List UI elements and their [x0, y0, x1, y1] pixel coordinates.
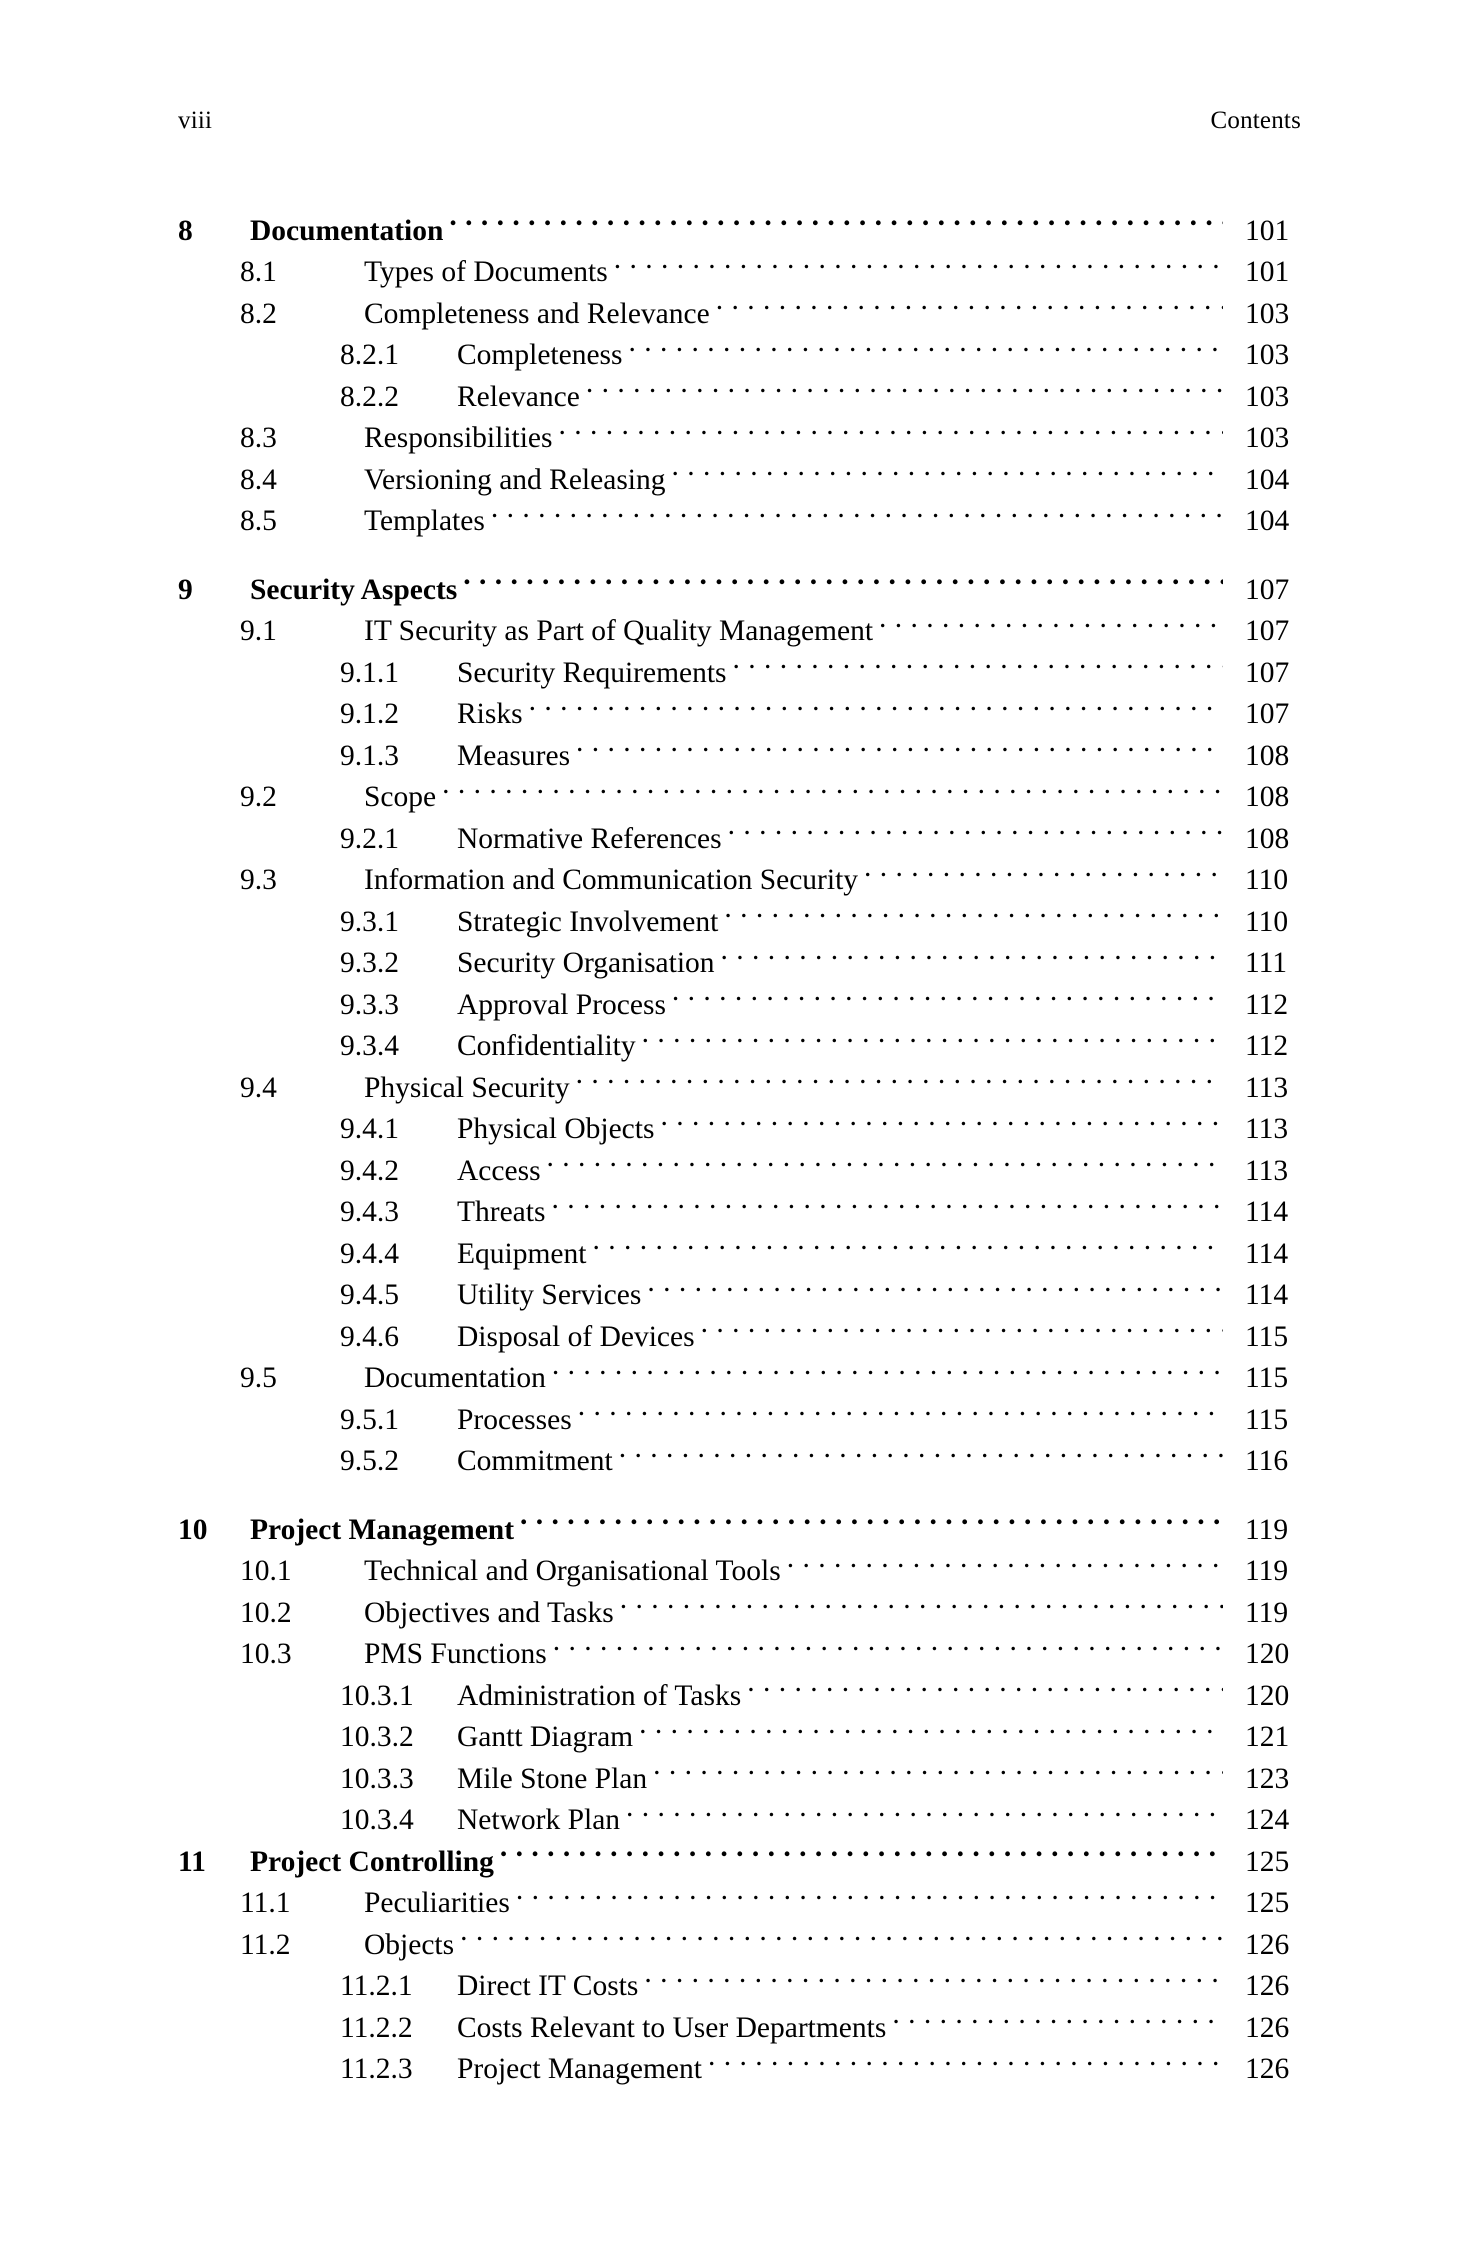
toc-entry-number: 9.3 — [240, 864, 277, 896]
toc-entry-page-number: 119 — [1245, 1513, 1289, 1546]
toc-entry-number: 9.4.6 — [340, 1320, 399, 1353]
toc-entry-page-number: 113 — [1245, 1071, 1289, 1104]
toc-entry-number: 10.3.2 — [340, 1721, 414, 1753]
toc-entry-page-number: 126 — [1245, 2053, 1290, 2085]
toc-entry-number: 10 — [178, 1513, 208, 1546]
toc-entry-number: 11.2.1 — [340, 1970, 413, 2002]
toc-entry-page-number: 119 — [1245, 1596, 1289, 1629]
toc-leader-dots — [747, 1663, 1223, 1705]
toc-entry-page-number: 115 — [1245, 1403, 1289, 1436]
toc-entry-number: 8.2.2 — [340, 380, 399, 413]
toc-entry-page-number: 123 — [1245, 1762, 1290, 1795]
toc-entry-number: 9.4.5 — [340, 1279, 399, 1311]
toc-entry-number: 8.2.1 — [340, 339, 399, 371]
toc-leader-dots — [672, 447, 1224, 489]
toc-entry-page-number: 108 — [1245, 781, 1290, 813]
toc-entry-page-number: 120 — [1245, 1679, 1290, 1712]
toc-entry-title: Risks — [457, 698, 523, 730]
toc-entry-page-number: 111 — [1245, 947, 1288, 979]
toc-entry-number: 9.4 — [240, 1071, 277, 1104]
toc-entry-page-number: 114 — [1245, 1279, 1289, 1311]
toc-entry-number: 9.3.2 — [340, 947, 399, 979]
toc-entry-page-number: 125 — [1245, 1845, 1290, 1878]
toc-entry-title: Security Organisation — [457, 947, 715, 979]
toc-entry-page-number: 107 — [1245, 698, 1290, 730]
toc-entry-title: Project Controlling — [250, 1845, 494, 1878]
toc-entry-number: 9.1.2 — [340, 698, 399, 730]
toc-entry-title: Project Management — [457, 2053, 702, 2085]
toc-entry-title: Completeness — [457, 339, 623, 371]
toc-entry-number: 9 — [178, 573, 193, 606]
page-folio: viii — [178, 107, 213, 134]
toc-entry-page-number: 104 — [1245, 505, 1290, 537]
toc-entry-number: 8.5 — [240, 505, 277, 537]
toc-leader-dots — [576, 1055, 1223, 1097]
toc-entry-number: 9.5 — [240, 1362, 277, 1394]
toc-entry-page-number: 113 — [1245, 1113, 1289, 1145]
toc-leader-dots — [647, 1263, 1223, 1305]
toc-leader-dots — [787, 1539, 1223, 1581]
toc-entry-title: Types of Documents — [364, 256, 608, 288]
toc-entry-title: Scope — [364, 781, 437, 813]
toc-entry-title: Administration of Tasks — [457, 1679, 742, 1712]
toc-leader-dots — [644, 1954, 1223, 1996]
toc-leader-dots — [576, 723, 1223, 765]
toc-leader-dots — [547, 1138, 1223, 1180]
toc-entry-title: Documentation — [364, 1362, 546, 1394]
toc-entry-title: Disposal of Devices — [457, 1320, 695, 1353]
toc-leader-dots — [516, 1871, 1223, 1913]
toc-entry-page-number: 103 — [1245, 422, 1290, 454]
toc-entry-page-number: 103 — [1245, 339, 1290, 371]
toc-entry-number: 10.3 — [240, 1638, 292, 1670]
toc-entry-number: 9.2.1 — [340, 822, 399, 855]
toc-entry-page-number: 112 — [1245, 1030, 1289, 1062]
toc-leader-dots — [460, 1912, 1223, 1954]
toc-entry-number: 9.1.1 — [340, 656, 399, 689]
toc-entry-page-number: 119 — [1245, 1555, 1289, 1587]
toc-entry-page-number: 121 — [1245, 1721, 1290, 1753]
toc-entry-number: 9.3.3 — [340, 988, 399, 1021]
toc-entry-number: 10.3.4 — [340, 1804, 414, 1836]
toc-leader-dots — [586, 364, 1223, 406]
toc-entry-number: 9.4.3 — [340, 1196, 399, 1228]
toc-entry-number: 9.5.1 — [340, 1403, 399, 1436]
toc-entry-page-number: 108 — [1245, 822, 1290, 855]
toc-entry-number: 9.4.2 — [340, 1154, 399, 1187]
toc-entry[interactable] — [178, 198, 1323, 247]
toc-entry-page-number: 104 — [1245, 463, 1290, 496]
toc-entry-title: Normative References — [457, 822, 722, 855]
toc-entry-page-number: 114 — [1245, 1196, 1289, 1228]
toc-entry-page-number: 113 — [1245, 1154, 1289, 1187]
toc-entry-page-number: 116 — [1245, 1445, 1289, 1477]
toc-leader-dots — [614, 240, 1223, 282]
toc-entry-title: Network Plan — [457, 1804, 621, 1836]
toc-leader-dots — [620, 1580, 1223, 1622]
toc-leader-dots — [529, 682, 1223, 724]
toc-leader-dots — [864, 848, 1223, 890]
toc-entry-title: Processes — [457, 1403, 572, 1436]
toc-entry-page-number: 103 — [1245, 297, 1290, 330]
toc-entry-number: 8.2 — [240, 297, 277, 330]
toc-entry-title: Physical Security — [364, 1071, 570, 1104]
toc-leader-dots — [892, 1995, 1223, 2037]
toc-entry-number: 11.2.2 — [340, 2011, 413, 2044]
toc-entry-number: 10.2 — [240, 1596, 292, 1629]
toc-entry-page-number: 115 — [1245, 1362, 1289, 1394]
toc-entry-number: 8.1 — [240, 256, 277, 288]
toc-leader-dots — [642, 1014, 1223, 1056]
toc-entry-title: Completeness and Relevance — [364, 297, 710, 330]
toc-entry-number: 9.1.3 — [340, 739, 399, 772]
toc-entry-title: Information and Communication Security — [364, 864, 859, 896]
toc-leader-dots — [879, 599, 1223, 641]
toc-entry-number: 10.1 — [240, 1555, 292, 1587]
toc-leader-dots — [721, 931, 1223, 973]
toc-entry-title: Access — [457, 1154, 541, 1187]
toc-leader-dots — [552, 1346, 1223, 1388]
toc-entry-title: Versioning and Releasing — [364, 463, 666, 496]
toc-leader-dots — [653, 1746, 1223, 1788]
toc-entry-number: 11 — [178, 1845, 206, 1878]
toc-entry-number: 9.3.1 — [340, 905, 399, 938]
toc-entry[interactable] — [178, 557, 1323, 606]
toc-entry-number: 10.3.1 — [340, 1679, 414, 1712]
toc-entry-number: 8.4 — [240, 463, 277, 496]
toc-leader-dots — [551, 1180, 1223, 1222]
toc-entry-title: Relevance — [457, 380, 580, 413]
toc-entry-title: Gantt Diagram — [457, 1721, 634, 1753]
toc-entry-page-number: 110 — [1245, 864, 1289, 896]
toc-leader-dots — [520, 1497, 1223, 1539]
toc-leader-dots — [701, 1304, 1223, 1346]
toc-leader-dots — [672, 972, 1223, 1014]
toc-entry-page-number: 114 — [1245, 1237, 1289, 1270]
toc-entry-number: 11.2 — [240, 1928, 291, 1961]
toc-entry-title: Objects — [364, 1928, 455, 1961]
toc-entry[interactable] — [178, 1497, 1323, 1546]
toc-leader-dots — [728, 806, 1223, 848]
toc-entry-number: 9.4.4 — [340, 1237, 399, 1270]
toc-leader-dots — [639, 1705, 1223, 1747]
toc-entry-title: Strategic Involvement — [457, 905, 719, 938]
toc-entry-title: Direct IT Costs — [457, 1970, 639, 2002]
toc-entry-title: Physical Objects — [457, 1113, 655, 1145]
toc-entry-title: Technical and Organisational Tools — [364, 1555, 781, 1587]
toc-entry-title: Costs Relevant to User Departments — [457, 2011, 887, 2044]
toc-leader-dots — [660, 1097, 1223, 1139]
toc-entry-title: Measures — [457, 739, 571, 772]
toc-entry-title: Responsibilities — [364, 422, 553, 454]
toc-leader-dots — [463, 557, 1223, 599]
toc-entry-title: Confidentiality — [457, 1030, 636, 1062]
toc-entry-title: Threats — [457, 1196, 546, 1228]
toc-entry-page-number: 125 — [1245, 1887, 1290, 1919]
toc-entry-page-number: 110 — [1245, 905, 1289, 938]
toc-leader-dots — [491, 489, 1223, 531]
running-head — [178, 108, 1301, 148]
toc-entry-number: 9.4.1 — [340, 1113, 399, 1145]
toc-entry-title: Security Requirements — [457, 656, 727, 689]
toc-entry-title: Peculiarities — [364, 1887, 510, 1919]
toc-entry-number: 9.3.4 — [340, 1030, 399, 1062]
toc-leader-dots — [500, 1829, 1223, 1871]
toc-leader-dots — [716, 281, 1223, 323]
toc-entry-page-number: 107 — [1245, 573, 1290, 606]
toc-entry-page-number: 126 — [1245, 2011, 1290, 2044]
toc-entry-title: Commitment — [457, 1445, 613, 1477]
toc-entry-title: Mile Stone Plan — [457, 1762, 648, 1795]
toc-entry-page-number: 126 — [1245, 1928, 1290, 1961]
toc-leader-dots — [619, 1429, 1223, 1471]
toc-entry-title: Project Management — [250, 1513, 515, 1546]
toc-entry-number: 9.2 — [240, 781, 277, 813]
toc-entry-title: Equipment — [457, 1237, 587, 1270]
toc-entry-title: Documentation — [250, 214, 444, 247]
toc-entry-page-number: 101 — [1245, 214, 1290, 247]
toc-entry-title: PMS Functions — [364, 1638, 547, 1670]
toc-entry-page-number: 108 — [1245, 739, 1290, 772]
toc-leader-dots — [449, 198, 1223, 240]
toc-entry-number: 11.1 — [240, 1887, 291, 1919]
running-head-title: Contents — [1210, 107, 1301, 134]
toc-entry-number: 8.3 — [240, 422, 277, 454]
toc-entry-page-number: 101 — [1245, 256, 1290, 288]
toc-leader-dots — [629, 323, 1223, 365]
toc-entry-title: Security Aspects — [250, 573, 458, 606]
toc-entry-page-number: 103 — [1245, 380, 1290, 413]
toc-entry-page-number: 124 — [1245, 1804, 1290, 1836]
toc-entry-page-number: 126 — [1245, 1970, 1290, 2002]
toc-entry-title: IT Security as Part of Quality Management — [364, 615, 874, 647]
toc-entry-number: 10.3.3 — [340, 1762, 414, 1795]
toc-entry-number: 9.5.2 — [340, 1445, 399, 1477]
toc-entry-page-number: 107 — [1245, 615, 1290, 647]
toc-entry-number: 9.1 — [240, 615, 277, 647]
table-of-contents — [178, 198, 1323, 2085]
toc-entry-title: Utility Services — [457, 1279, 642, 1311]
toc-entry-page-number: 107 — [1245, 656, 1290, 689]
toc-entry-title: Approval Process — [457, 988, 666, 1021]
toc-leader-dots — [733, 640, 1223, 682]
toc-entry-number: 11.2.3 — [340, 2053, 413, 2085]
toc-leader-dots — [724, 889, 1223, 931]
toc-entry-page-number: 120 — [1245, 1638, 1290, 1670]
toc-leader-dots — [558, 406, 1223, 448]
toc-entry-page-number: 115 — [1245, 1320, 1289, 1353]
toc-leader-dots — [442, 765, 1223, 807]
toc-entry-page-number: 112 — [1245, 988, 1289, 1021]
toc-leader-dots — [553, 1622, 1223, 1664]
toc-entry-title: Templates — [364, 505, 485, 537]
toc-entry-title: Objectives and Tasks — [364, 1596, 614, 1629]
toc-entry-number: 8 — [178, 214, 193, 247]
toc-leader-dots — [578, 1387, 1223, 1429]
toc-leader-dots — [626, 1788, 1223, 1830]
toc-leader-dots — [708, 2037, 1223, 2079]
toc-leader-dots — [592, 1221, 1223, 1263]
